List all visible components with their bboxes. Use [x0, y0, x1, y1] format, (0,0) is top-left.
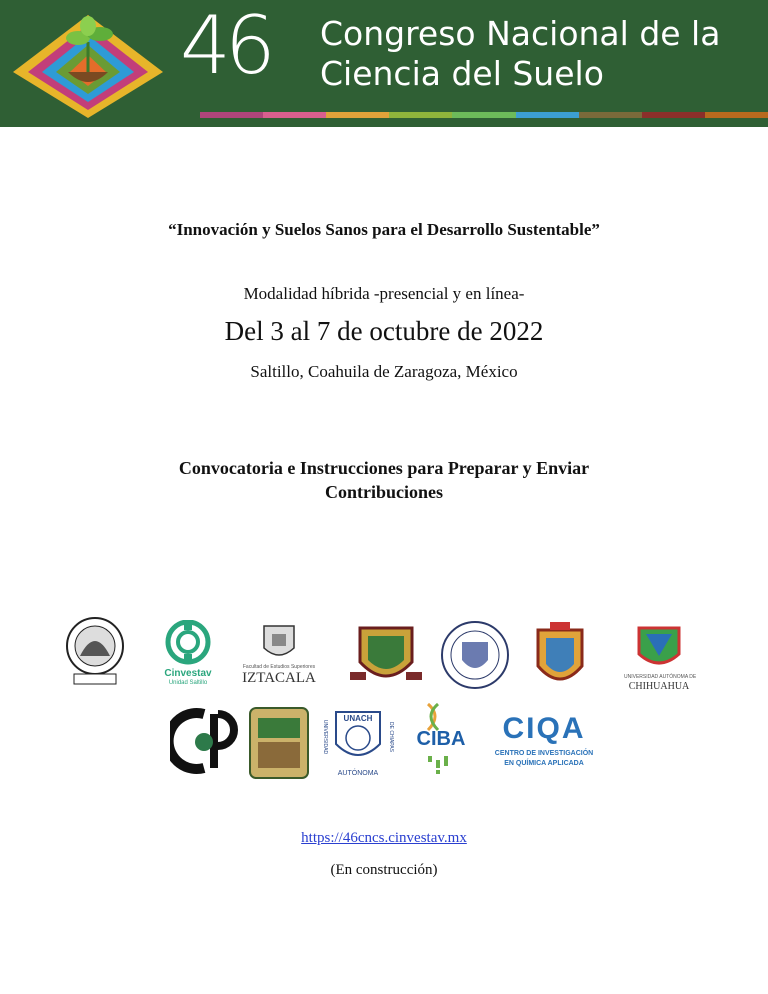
iztacala-name: IZTACALA — [242, 670, 316, 686]
chihuahua-logo — [624, 626, 697, 694]
call-title — [0, 456, 768, 504]
call-title-line-1: Convocatoria e Instrucciones para Preparar y Enviar — [178, 458, 590, 478]
iztacala-subtitle: Facultad de Estudios Superiores — [242, 664, 316, 670]
slogan: “Innovación y Suelos Sanos para el Desarrollo Sustentable” — [168, 220, 600, 239]
cinvestav-logo — [160, 620, 216, 690]
unach-left: UNIVERSIDAD — [322, 719, 328, 755]
event-place: Saltillo, Coahuila de Zaragoza, México — [250, 362, 518, 381]
title-line-1: Congreso Nacional de la — [320, 14, 721, 53]
unach-logo — [318, 708, 398, 780]
cp-emblem-icon — [170, 706, 242, 776]
stripe-segment — [452, 112, 515, 118]
stripe-segment — [705, 112, 768, 118]
university-crest-4-icon — [530, 622, 590, 692]
ciba-logo — [406, 702, 476, 780]
stripe-segment — [326, 112, 389, 118]
stripe-segment — [389, 112, 452, 118]
website-link[interactable]: https://46cncs.cinvestav.mx — [301, 830, 467, 846]
university-crest-5-icon — [248, 706, 310, 780]
stripe-segment — [642, 112, 705, 118]
cp-logo — [170, 706, 242, 776]
congress-logo-icon — [8, 10, 168, 120]
cinvestav-name: Cinvestav — [164, 668, 212, 679]
stripe-segment — [579, 112, 642, 118]
congress-number: 46 — [180, 0, 270, 92]
stripe-segment — [263, 112, 326, 118]
chihuahua-name: CHIHUAHUA — [628, 681, 690, 692]
iztacala-logo — [242, 624, 316, 688]
stripe-segment — [200, 112, 263, 118]
unach-top: UNACH — [343, 714, 373, 723]
cinvestav-unit: Unidad Saltillo — [168, 680, 208, 686]
university-crest-2-icon — [350, 622, 422, 690]
header-banner — [0, 0, 768, 127]
stripe-segment — [516, 112, 579, 118]
ciqa-line-1: CENTRO DE INVESTIGACIÓN — [494, 750, 594, 757]
university-seal-1-icon — [62, 616, 128, 686]
ciqa-logo — [488, 712, 600, 772]
unach-right: DE CHIAPAS — [388, 722, 394, 752]
chihuahua-shield-icon — [624, 626, 694, 672]
modality-text: Modalidad híbrida -presencial y en línea- — [243, 284, 525, 303]
event-dates: Del 3 al 7 de octubre de 2022 — [224, 316, 544, 346]
title-line-2: Ciencia del Suelo — [320, 54, 604, 93]
chihuahua-subtitle: UNIVERSIDAD AUTÓNOMA DE — [624, 674, 697, 680]
color-stripe — [200, 112, 768, 118]
congress-title — [320, 14, 720, 94]
university-seal-3-icon — [440, 620, 510, 690]
unach-bottom: AUTÓNOMA — [337, 770, 379, 777]
ciba-dots-icon — [426, 754, 456, 776]
ciqa-line-2: EN QUÍMICA APLICADA — [504, 760, 584, 767]
construction-note: (En construcción) — [330, 862, 438, 878]
call-title-line-2: Contribuciones — [324, 482, 443, 502]
ciqa-name: CIQA — [502, 712, 586, 745]
ciba-name: CIBA — [416, 728, 466, 750]
cinvestav-emblem-icon — [160, 620, 216, 666]
unam-shield-icon — [242, 624, 316, 662]
